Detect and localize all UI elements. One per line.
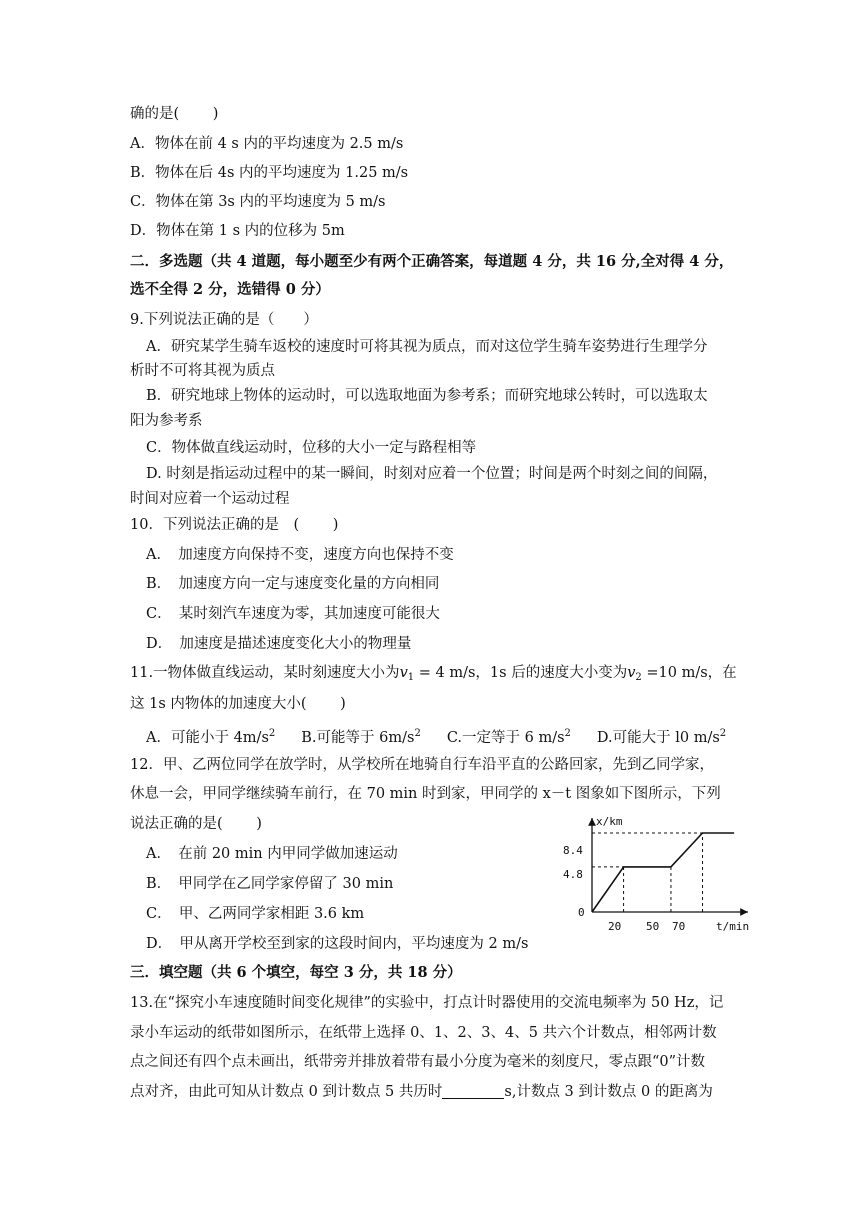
q13-answer-blank[interactable] bbox=[442, 1082, 504, 1099]
q8-stem-end: 确的是( ) bbox=[130, 106, 219, 122]
y-tick-8.4: 8.4 bbox=[563, 844, 583, 857]
q8-option-b: B．物体在后 4s 内的平均速度为 1.25 m/s bbox=[130, 165, 409, 181]
q12-stem-line1: 12．甲、乙两位同学在放学时，从学校所在地骑自行车沿平直的公路回家，先到乙同学家， bbox=[130, 757, 714, 773]
q11-stem-line2: 这 1s 内物体的加速度大小( ) bbox=[130, 696, 346, 712]
q11-option-a: A．可能小于 $4m/s^2$ bbox=[146, 728, 276, 746]
q9-option-a-line2: 析时不可将其视为质点 bbox=[130, 363, 275, 379]
q9-option-d-line2: 时间对应着一个运动过程 bbox=[130, 491, 290, 507]
q11-options bbox=[146, 724, 726, 748]
q11-v2-value: =10 m/s，在 bbox=[641, 665, 737, 681]
x-axis-label: t/min bbox=[716, 920, 750, 933]
section3-heading: 三．填空题（共 6 个填空，每空 3 分，共 18 分） bbox=[130, 964, 462, 981]
q11-option-d: D.可能大于 l0 $m/s^2$ bbox=[596, 728, 727, 746]
q13-line3: 点之间还有四个点未画出，纸带旁并排放着带有最小分度为毫米的刻度尺，零点跟“0”计数 bbox=[130, 1054, 706, 1070]
q13-line2: 录小车运动的纸带如图所示，在纸带上选择 0、1、2、3、4、5 共六个计数点，相邻两计数 bbox=[130, 1025, 717, 1041]
y-tick-4.8: 4.8 bbox=[563, 868, 583, 881]
q13-line4-text-a: 点对齐，由此可知从计数点 0 到计数点 5 共历时 bbox=[130, 1084, 443, 1100]
q10-stem: 10．下列说法正确的是 ( ) bbox=[130, 517, 339, 533]
q12-option-c: C． 甲、乙两同学家相距 3.6 km bbox=[146, 906, 365, 922]
q11-v1-subscript: 1 bbox=[407, 672, 415, 683]
q12-stem-line3: 说法正确的是( ) bbox=[130, 816, 262, 832]
q9-option-b-line1: B．研究地球上物体的运动时，可以选取地面为参考系；而研究地球公转时，可以选取太 bbox=[146, 388, 708, 404]
displacement-line bbox=[592, 833, 734, 912]
x-tick-50: 50 bbox=[646, 920, 660, 933]
q11-stem-text-a: 11.一物体做直线运动，某时刻速度大小为 bbox=[130, 665, 400, 681]
q9-option-b-line2: 阳为参考系 bbox=[130, 413, 203, 429]
q11-v1-symbol: v bbox=[399, 665, 408, 681]
q10-option-a: A． 加速度方向保持不变，速度方向也保持不变 bbox=[146, 547, 454, 563]
q11-option-c: C.一定等于 6 $m/s^2$ bbox=[446, 728, 571, 746]
q13-line1: 13.在“探究小车速度随时间变化规律”的实验中，打点计时器使用的交流电频率为 50 Hz，记 bbox=[130, 995, 724, 1011]
x-tick-70: 70 bbox=[672, 920, 686, 933]
y-axis-label: x/km bbox=[596, 815, 623, 828]
q12-option-a: A． 在前 20 min 内甲同学做加速运动 bbox=[146, 846, 398, 862]
q10-option-d: D． 加速度是描述速度变化大小的物理量 bbox=[146, 636, 412, 652]
q8-option-c: C．物体在第 3s 内的平均速度为 5 m/s bbox=[130, 194, 386, 210]
q9-option-d-line1: D. 时刻是指运动过程中的某一瞬间，时刻对应着一个位置；时间是两个时刻之间的间隔， bbox=[146, 466, 718, 482]
xt-graph bbox=[560, 812, 760, 942]
guide-lines bbox=[592, 833, 703, 912]
q12-option-d: D． 甲从离开学校至到家的这段时间内，平均速度为 2 m/s bbox=[146, 936, 529, 952]
q11-v2-subscript: 2 bbox=[635, 672, 642, 683]
q13-line4-text-b: s,计数点 3 到计数点 0 的距离为 bbox=[504, 1084, 713, 1100]
q8-option-d: D．物体在第 1 s 内的位移为 5m bbox=[130, 223, 345, 239]
q10-option-b: B． 加速度方向一定与速度变化量的方向相同 bbox=[146, 576, 440, 592]
section2-heading-line2: 选不全得 2 分，选错得 0 分） bbox=[130, 281, 330, 298]
q8-option-a: A．物体在前 4 s 内的平均速度为 2.5 m/s bbox=[130, 136, 404, 152]
q11-option-b: B.可能等于 $6m/s^2$ bbox=[301, 728, 421, 746]
q12-stem-line2: 休息一会，甲同学继续骑车前行，在 70 min 时到家，甲同学的 x－t 图象如下图所示，下列 bbox=[130, 786, 721, 802]
q11-v2-symbol: v bbox=[627, 665, 636, 681]
origin-label: 0 bbox=[578, 906, 585, 919]
section2-heading-line1: 二．多选题（共 4 道题，每小题至少有两个正确答案，每道题 4 分，共 16 分,全对得 4 分， bbox=[130, 253, 734, 270]
q10-option-c: C． 某时刻汽车速度为零，其加速度可能很大 bbox=[146, 606, 440, 622]
q11-v1-value: = 4 m/s，1s 后的速度大小变为 bbox=[414, 665, 628, 681]
q11-stem-line1 bbox=[130, 663, 737, 688]
q9-option-a-line1: A．研究某学生骑车返校的速度时可将其视为质点，而对这位学生骑车姿势进行生理学分 bbox=[146, 339, 708, 355]
q12-option-b: B． 甲同学在乙同学家停留了 30 min bbox=[146, 876, 394, 892]
q9-stem: 9.下列说法正确的是（ ） bbox=[130, 312, 318, 328]
x-tick-20: 20 bbox=[608, 920, 622, 933]
q13-line4 bbox=[130, 1082, 713, 1102]
q9-option-c: C．物体做直线运动时，位移的大小一定与路程相等 bbox=[146, 440, 477, 456]
